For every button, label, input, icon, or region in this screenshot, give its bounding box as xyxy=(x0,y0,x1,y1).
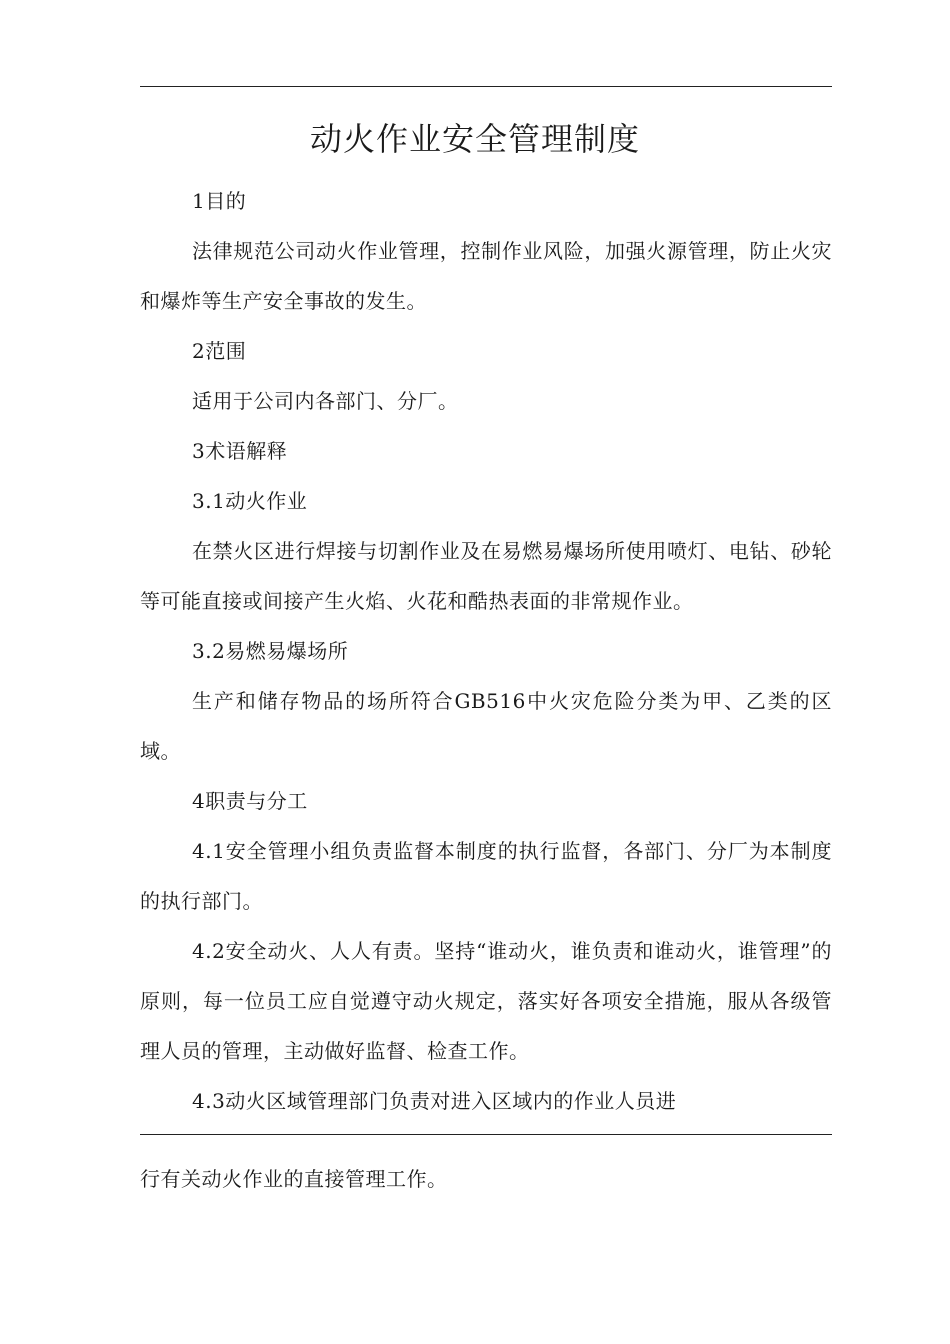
paragraph-hot-work: 在禁火区进行焊接与切割作业及在易燃易爆场所使用喷灯、电钻、砂轮等可能直接或间接产生火焰、火花和酷热表面的非常规作业。 xyxy=(140,539,832,613)
heading-scope: 2范围 xyxy=(192,339,247,363)
paragraph-responsibility-4-3: 4.3动火区域管理部门负责对进入区域内的作业人员进 xyxy=(192,1089,677,1113)
document-title: 动火作业安全管理制度 xyxy=(309,120,640,158)
subheading-flammable-sites: 3.2易燃易爆场所 xyxy=(192,639,349,663)
heading-responsibilities: 4职责与分工 xyxy=(192,789,308,813)
subheading-hot-work: 3.1动火作业 xyxy=(192,489,308,513)
heading-purpose: 1目的 xyxy=(192,189,247,213)
paragraph-responsibility-4-2: 4.2安全动火、人人有责。坚持“谁动火，谁负责和谁动火，谁管理”的原则，每一位员工应自觉遵守动火规定，落实好各项安全措施，服从各级管理人员的管理，主动做好监督、检查工作。 xyxy=(140,939,832,1063)
paragraph-flammable-sites: 生产和储存物品的场所符合GB516中火灾危险分类为甲、乙类的区域。 xyxy=(140,689,832,763)
document-body xyxy=(140,176,832,1126)
paragraph-purpose: 法律规范公司动火作业管理，控制作业风险，加强火源管理，防止火灾和爆炸等生产安全事故的发生。 xyxy=(140,239,832,313)
heading-terms: 3术语解释 xyxy=(192,439,288,463)
paragraph-scope: 适用于公司内各部门、分厂。 xyxy=(192,389,459,413)
continuation-text: 行有关动火作业的直接管理工作。 xyxy=(140,1167,448,1191)
header-rule xyxy=(140,86,832,87)
footer-rule xyxy=(140,1134,832,1135)
paragraph-responsibility-4-1: 4.1安全管理小组负责监督本制度的执行监督，各部门、分厂为本制度的执行部门。 xyxy=(140,839,832,913)
